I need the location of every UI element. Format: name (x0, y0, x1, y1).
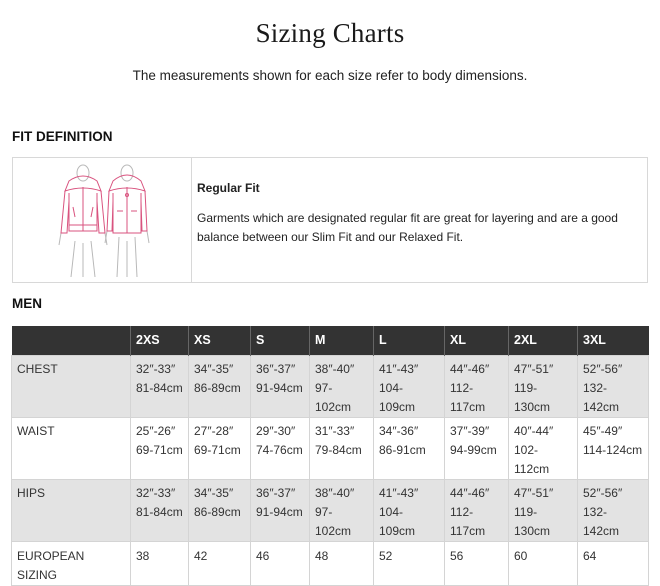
row-label: HIPS (12, 479, 131, 541)
table-row-european-sizing (12, 541, 649, 585)
men-heading: MEN (12, 296, 42, 311)
fit-definition-heading: FIT DEFINITION (12, 129, 113, 144)
fit-description: Garments which are designated regular fit are great for layering and are a good balance between our Slim Fit and our Relaxed Fit. (197, 211, 618, 244)
table-cell: 29″-30″ 74-76cm (251, 417, 310, 479)
table-cell: 36″-37″ 91-94cm (251, 479, 310, 541)
table-cell: 27″-28″ 69-71cm (189, 417, 251, 479)
table-cell: 36″-37″ 91-94cm (251, 355, 310, 417)
table-cell: 38 (131, 541, 189, 585)
table-cell: 47″-51″ 119-130cm (509, 479, 578, 541)
table-header-row (12, 326, 649, 355)
men-size-table (11, 326, 649, 586)
table-cell: 64 (578, 541, 649, 585)
table-cell: 32″-33″ 81-84cm (131, 355, 189, 417)
row-label: WAIST (12, 417, 131, 479)
table-cell: 31″-33″ 79-84cm (310, 417, 374, 479)
row-label: EUROPEAN SIZING (12, 541, 131, 585)
table-cell: 44″-46″ 112-117cm (445, 479, 509, 541)
table-cell: 40″-44″ 102-112cm (509, 417, 578, 479)
column-header-3xl: 3XL (578, 326, 649, 355)
table-row-hips (12, 479, 649, 541)
table-row-waist (12, 417, 649, 479)
table-cell: 41″-43″ 104-109cm (374, 355, 445, 417)
table-cell: 32″-33″ 81-84cm (131, 479, 189, 541)
table-cell: 48 (310, 541, 374, 585)
column-header-l: L (374, 326, 445, 355)
column-header-xl: XL (445, 326, 509, 355)
table-cell: 42 (189, 541, 251, 585)
page-title: Sizing Charts (255, 18, 405, 48)
column-header-xs: XS (189, 326, 251, 355)
table-cell: 34″-36″ 86-91cm (374, 417, 445, 479)
table-cell: 41″-43″ 104-109cm (374, 479, 445, 541)
table-cell: 38″-40″ 97-102cm (310, 355, 374, 417)
table-cell: 34″-35″ 86-89cm (189, 355, 251, 417)
table-row-chest (12, 355, 649, 417)
table-cell: 47″-51″ 119-130cm (509, 355, 578, 417)
table-cell: 52″-56″ 132-142cm (578, 355, 649, 417)
column-header-empty (12, 326, 131, 355)
column-header-2xl: 2XL (509, 326, 578, 355)
table-cell: 52″-56″ 132-142cm (578, 479, 649, 541)
column-header-s: S (251, 326, 310, 355)
fit-definition-box (12, 157, 648, 283)
fit-name: Regular Fit (197, 181, 260, 195)
table-cell: 60 (509, 541, 578, 585)
table-cell: 52 (374, 541, 445, 585)
table-cell: 44″-46″ 112-117cm (445, 355, 509, 417)
column-header-m: M (310, 326, 374, 355)
table-cell: 38″-40″ 97-102cm (310, 479, 374, 541)
table-cell: 46 (251, 541, 310, 585)
table-cell: 37″-39″ 94-99cm (445, 417, 509, 479)
table-cell: 45″-49″ 114-124cm (578, 417, 649, 479)
table-cell: 34″-35″ 86-89cm (189, 479, 251, 541)
table-cell: 56 (445, 541, 509, 585)
page-subtitle: The measurements shown for each size refer to body dimensions. (132, 68, 528, 83)
jacket-fit-illustration-icon (13, 158, 192, 282)
row-label: CHEST (12, 355, 131, 417)
column-header-2xs: 2XS (131, 326, 189, 355)
table-cell: 25″-26″ 69-71cm (131, 417, 189, 479)
